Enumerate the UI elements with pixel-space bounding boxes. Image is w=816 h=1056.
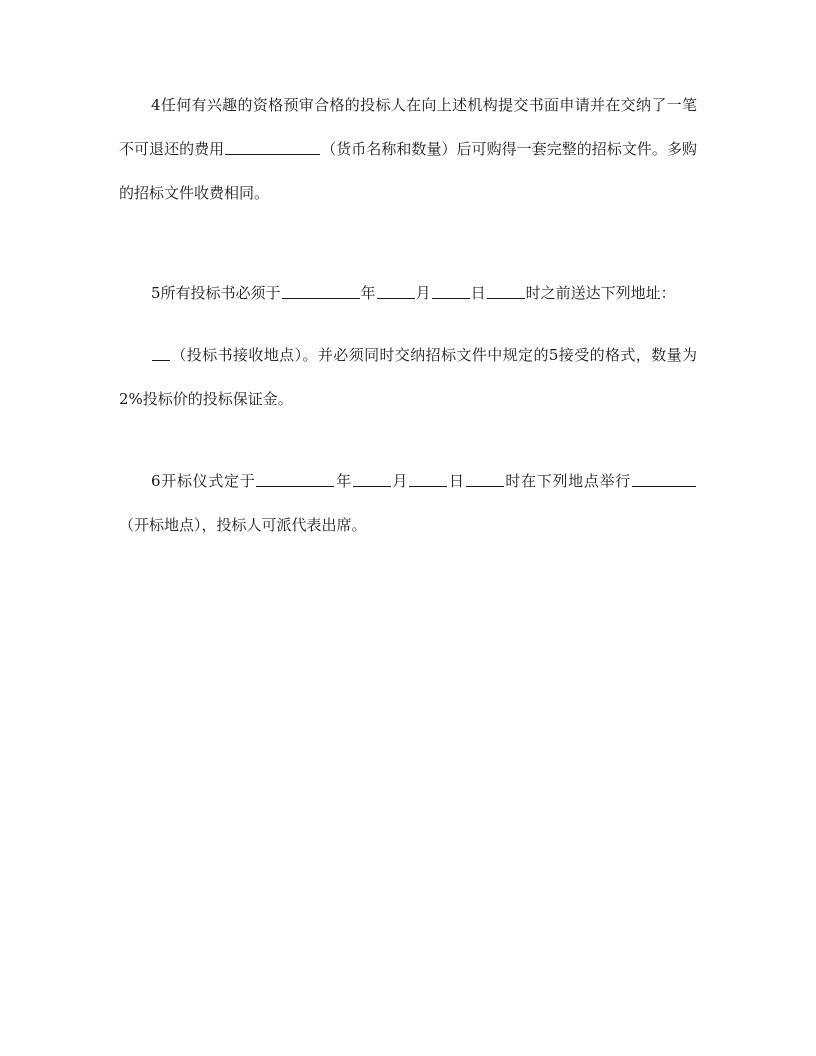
paragraph-4-text-end: （货币名称和数量）后可购得一套完整的招标文件。多购的招标文件收费相同。 [119, 140, 697, 202]
year-blank [256, 472, 334, 487]
paragraph-6 [119, 459, 697, 547]
day-blank [409, 472, 447, 487]
paragraph-5-continued-text: （投标书接收地点）。并必须同时交纳招标文件中规定的5接受的格式，数量为2%投标价的投标保证金。 [119, 346, 697, 408]
paragraph-5-text-end: 时之前送达下列地址： [525, 284, 676, 302]
year-label: 年 [335, 472, 352, 490]
fee-blank [225, 140, 320, 155]
hour-blank [487, 284, 525, 299]
day-label: 日 [470, 284, 486, 302]
paragraph-5 [119, 271, 697, 315]
venue-blank [632, 472, 696, 487]
month-blank [353, 472, 391, 487]
paragraph-5-text-start: 5所有投标书必须于 [151, 284, 281, 302]
year-blank [282, 284, 360, 299]
paragraph-4 [119, 83, 697, 215]
paragraph-6-text-mid: 时在下列地点举行 [504, 472, 631, 490]
hour-blank [466, 472, 504, 487]
month-label: 月 [391, 472, 409, 490]
paragraph-5-continued [119, 333, 697, 421]
paragraph-6-text-start: 6开标仪式定于 [151, 472, 256, 490]
month-blank [377, 284, 415, 299]
paragraph-6-text-end: （开标地点），投标人可派代表出席。 [119, 516, 367, 534]
month-label: 月 [415, 284, 431, 302]
paragraph-4-text-start: 4任何有兴趣的资格预审合格的投标人在向上述机构提交书面申请并在交纳了一笔不可退还的费用 [119, 96, 697, 158]
location-blank [152, 346, 170, 361]
year-label: 年 [360, 284, 376, 302]
day-label: 日 [448, 472, 465, 490]
day-blank [432, 284, 470, 299]
